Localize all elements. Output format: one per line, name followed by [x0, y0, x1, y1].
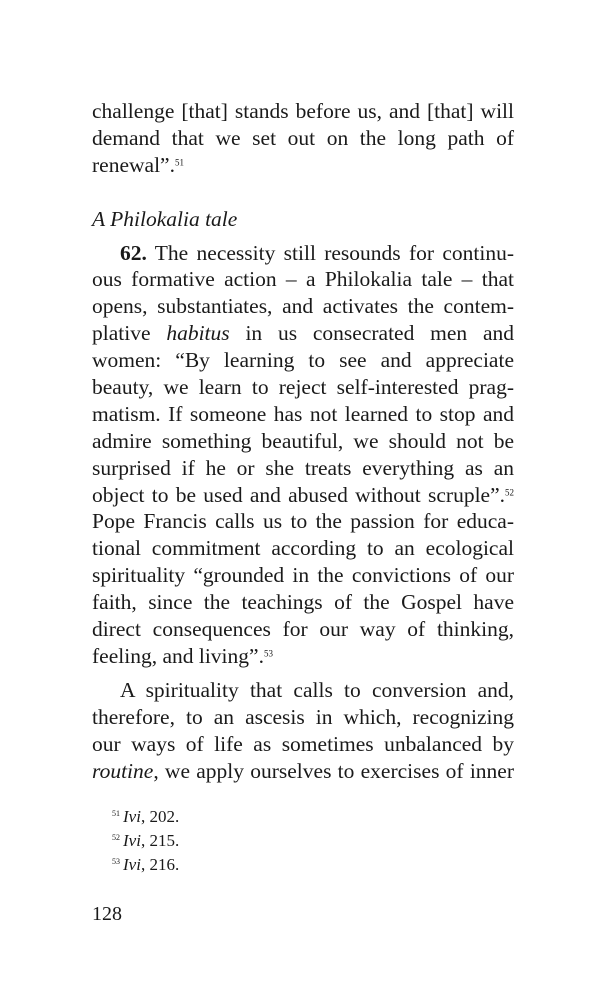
text-line: faith, since the teachings of the Gospel have	[92, 590, 514, 615]
footnote-number: 52	[112, 832, 120, 842]
text-line: demand that we set out on the long path of	[92, 125, 514, 150]
text-line	[92, 320, 514, 347]
page-body	[92, 98, 514, 784]
footnote-ref[interactable]: 52	[505, 487, 514, 498]
footnote-source: Ivi	[123, 831, 141, 850]
paragraph-number: 62.	[120, 240, 147, 265]
section-heading: A Philokalia tale	[92, 206, 238, 231]
emphasis-text: habitus	[166, 321, 230, 346]
text-line: our ways of life as sometimes unbalanced by	[92, 731, 514, 756]
text-line	[92, 643, 514, 670]
text-line: Pope Francis calls us to the passion for educa-	[92, 509, 514, 534]
text-line: beauty, we learn to reject self-interested prag-	[92, 375, 514, 400]
text-line: matism. If someone has not learned to stop and	[92, 401, 514, 426]
text-segment: object to be used and abused without scruple”.	[92, 482, 505, 507]
footnote-ref[interactable]: 53	[263, 648, 273, 659]
text-line: spirituality “grounded in the convictions of our	[92, 563, 514, 588]
text-line	[92, 240, 514, 267]
text-segment: , we apply ourselves to exercises of inner	[153, 758, 514, 783]
text-segment: feeling, and living”.	[92, 643, 264, 668]
text-segment: in us consecrated men and	[229, 321, 514, 346]
text-line	[92, 152, 514, 179]
top-paragraph	[92, 98, 514, 179]
footnote-number: 53	[112, 856, 120, 866]
text-line: therefore, to an ascesis in which, recognizing	[92, 704, 514, 729]
footnote-number: 51	[112, 808, 120, 818]
text-line: admire something beautiful, we should not be	[92, 428, 514, 453]
text-line: A spirituality that calls to conversion and,	[120, 677, 514, 702]
footnote-source: Ivi	[123, 855, 141, 874]
text-line: tional commitment according to an ecological	[92, 536, 514, 561]
paragraph-62	[92, 240, 514, 670]
emphasis-text: routine	[92, 758, 154, 783]
text-segment: plative	[92, 321, 167, 346]
paragraph-next	[92, 677, 514, 785]
footnote-page: , 202.	[140, 807, 180, 826]
footnote-page: , 216.	[140, 855, 180, 874]
footnote-item	[92, 829, 514, 853]
footnote-page: , 215.	[140, 831, 180, 850]
text-line: surprised if he or she treats everything as an	[92, 455, 514, 480]
text-line: direct consequences for our way of thinking,	[92, 617, 514, 642]
text-line: women: “By learning to see and appreciate	[92, 348, 514, 373]
footnotes	[92, 805, 514, 877]
text-line: ous formative action – a Philokalia tale – that	[92, 267, 514, 292]
footnote-source: Ivi	[123, 807, 141, 826]
text-line	[92, 758, 514, 785]
text-line	[92, 482, 514, 509]
footnote-ref[interactable]: 51	[174, 157, 184, 168]
text-line: opens, substantiates, and activates the contem-	[92, 294, 514, 319]
footnote-item	[92, 805, 514, 829]
page-number: 128	[92, 903, 122, 925]
footnote-item	[92, 853, 514, 877]
text-line: challenge [that] stands before us, and [that] will	[92, 99, 514, 123]
text-segment: renewal”.	[92, 152, 175, 177]
text-segment: The necessity still resounds for continu-	[146, 240, 514, 265]
